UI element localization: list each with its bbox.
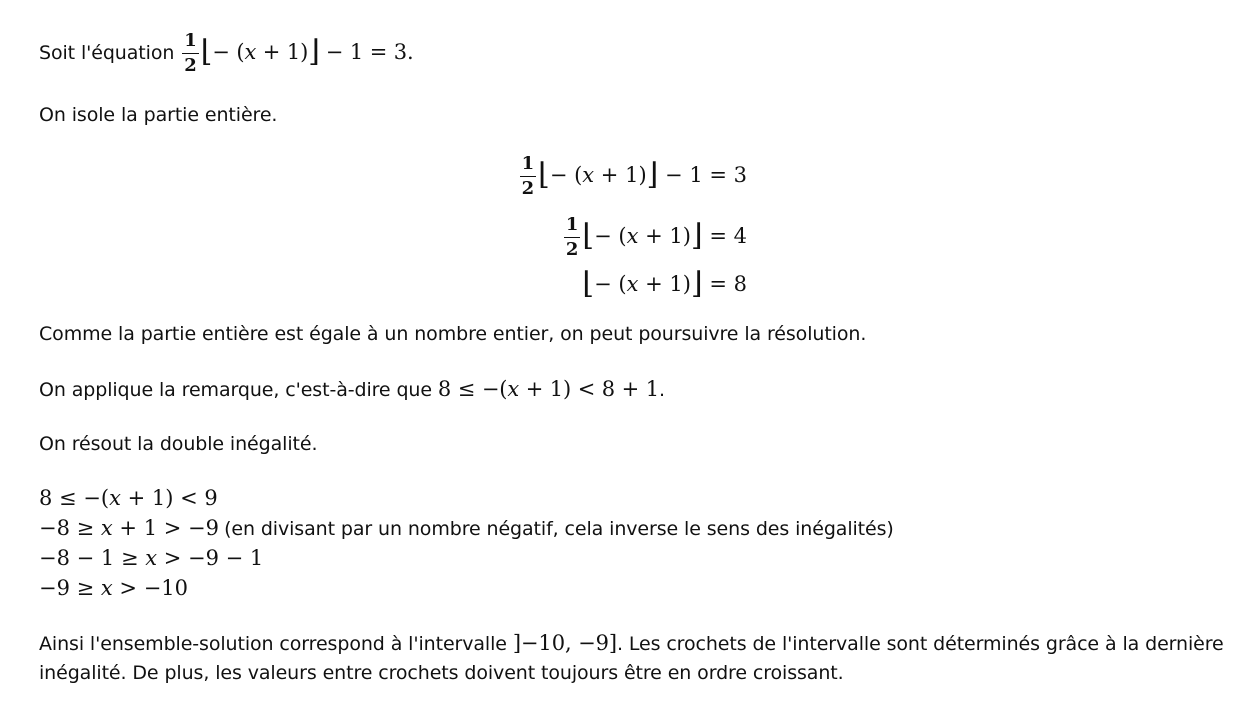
ineq-note: (en divisant par un nombre négatif, cela inverse le sens des inégalités) — [224, 518, 894, 540]
aligned-eq-3-rhs: = 8 — [709, 272, 747, 296]
applique-suffix: . — [658, 379, 665, 401]
ineq-math: −8 ≥ 𝑥 + 1 > −9 — [39, 516, 219, 540]
aligned-eq-1-inner: − (𝑥 + 1) — [549, 163, 647, 187]
ineq-math: −8 − 1 ≥ 𝑥 > −9 − 1 — [39, 546, 264, 570]
ineq-line-3 — [39, 546, 263, 570]
floor-left-bracket: ⌊ — [582, 265, 595, 301]
conclusion-line-2: inégalité. De plus, les valeurs entre crochets doivent toujours être en ordre croissant. — [39, 662, 844, 684]
intro-inner: − (𝑥 + 1) — [212, 40, 309, 64]
ineq-math: 8 ≤ −(𝑥 + 1) < 9 — [39, 486, 218, 510]
ineq-line-1 — [39, 486, 218, 510]
floor-right-bracket: ⌋ — [646, 156, 659, 192]
aligned-eq-1-fraction — [520, 155, 537, 198]
aligned-eq-2-inner: − (𝑥 + 1) — [594, 224, 691, 248]
aligned-eq-3-inner: − (𝑥 + 1) — [594, 272, 691, 296]
step-isole: On isole la partie entière. — [39, 104, 278, 126]
intro-frac-num: 1 — [182, 32, 198, 54]
para-applique — [39, 377, 665, 401]
aligned-eq-1-rhs: − 1 = 3 — [665, 163, 747, 187]
conclusion-interval: ]−10, −9] — [512, 631, 617, 655]
conclusion-suffix: . Les crochets de l'intervalle sont déterminés grâce à la dernière — [616, 633, 1224, 655]
aligned-eq-2-num: 1 — [564, 216, 581, 238]
floor-right-bracket: ⌋ — [690, 265, 703, 301]
ineq-line-4 — [39, 576, 188, 600]
applique-math: 8 ≤ −(𝑥 + 1) < 8 + 1 — [437, 377, 659, 401]
floor-left-bracket: ⌊ — [582, 217, 595, 253]
applique-prefix: On applique la remarque, c'est-à-dire que — [39, 379, 432, 401]
aligned-eq-2-fraction — [564, 216, 581, 259]
conclusion-line-1 — [39, 631, 1224, 655]
intro-line — [39, 30, 414, 76]
ineq-line-2 — [39, 516, 894, 540]
para-resout: On résout la double inégalité. — [39, 433, 318, 455]
floor-left-bracket: ⌊ — [538, 156, 550, 192]
aligned-eq-1-num: 1 — [520, 155, 537, 177]
floor-right-bracket: ⌋ — [690, 217, 703, 253]
aligned-eq-1 — [518, 150, 747, 202]
aligned-eq-1-den: 2 — [521, 178, 535, 199]
aligned-eq-2-rhs: = 4 — [709, 224, 747, 248]
conclusion-prefix: Ainsi l'ensemble-solution correspond à l'intervalle — [39, 633, 507, 655]
aligned-eq-3 — [582, 264, 747, 306]
ineq-math: −9 ≥ 𝑥 > −10 — [39, 576, 189, 600]
intro-fraction — [182, 32, 198, 75]
aligned-eq-2 — [562, 211, 747, 263]
floor-left-bracket: ⌊ — [200, 33, 213, 69]
aligned-eq-2-den: 2 — [565, 239, 579, 260]
intro-frac-den: 2 — [184, 55, 197, 76]
para-comme: Comme la partie entière est égale à un nombre entier, on peut poursuivre la résolution. — [39, 323, 867, 345]
floor-right-bracket: ⌋ — [308, 33, 320, 69]
intro-prefix: Soit l'équation — [39, 42, 175, 64]
intro-rest: − 1 = 3. — [325, 40, 414, 64]
